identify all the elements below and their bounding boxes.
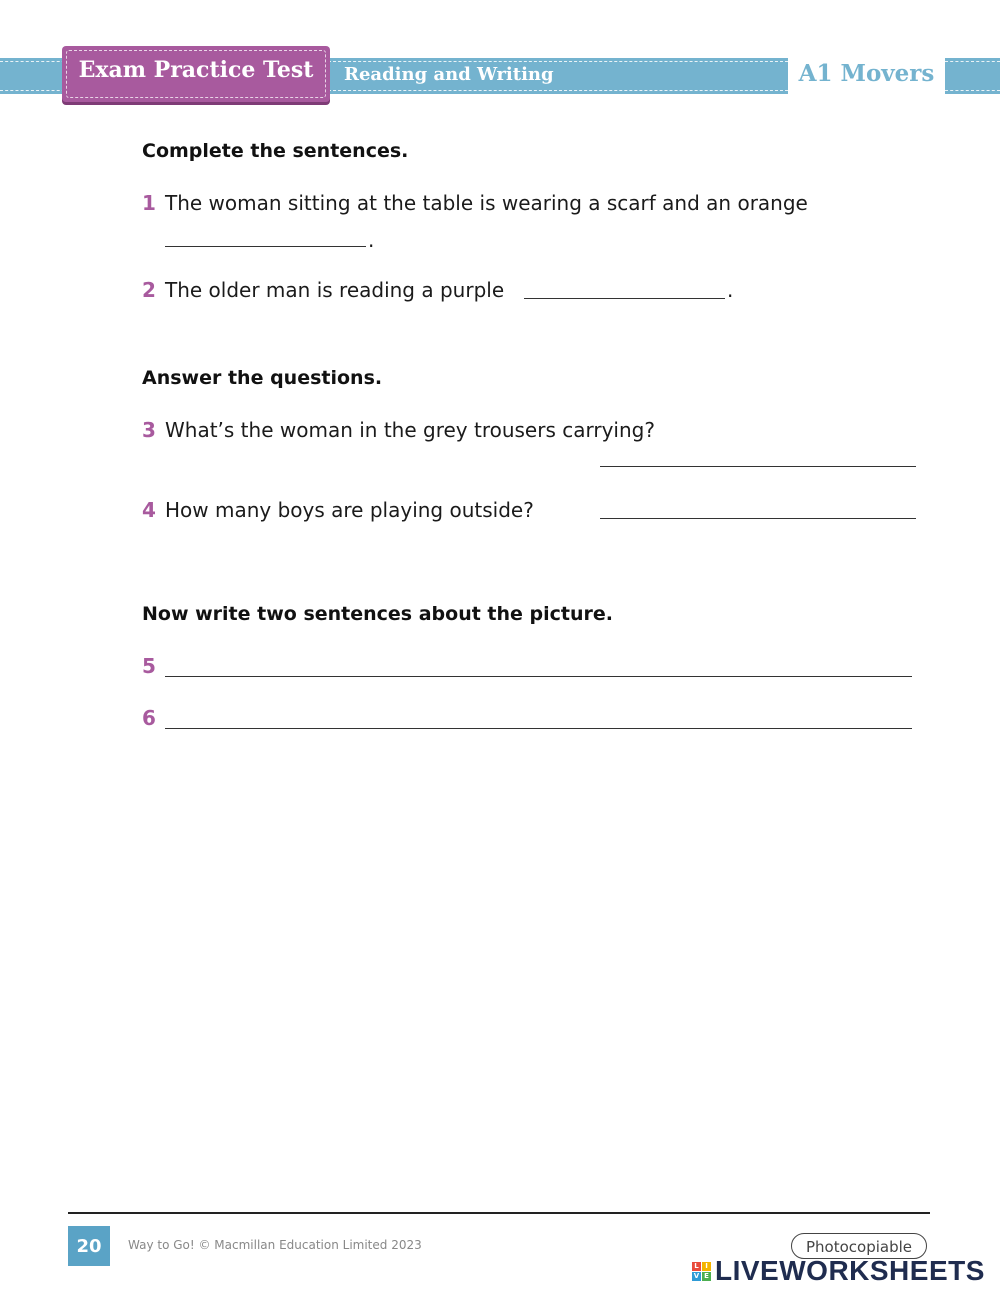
answer-blank-3[interactable] [600,466,916,467]
liveworksheets-logo [692,1255,985,1287]
question-text-4: How many boys are playing outside? [165,498,534,522]
level-label: A1 Movers [798,60,935,87]
exam-tab [62,46,330,102]
section-label: Reading and Writing [344,64,554,85]
liveworksheets-blocks-icon [692,1262,711,1281]
question-text-3: What’s the woman in the grey trousers carrying? [165,418,655,442]
question-text-2: The older man is reading a purple [165,278,505,302]
photocopiable-badge: Photocopiable [791,1233,927,1259]
answer-blank-4[interactable] [600,518,916,519]
sentence-end-1: . [368,228,375,252]
header-band-right [945,58,1000,94]
header-band-left [0,58,70,94]
question-number-2: 2 [142,278,156,302]
question-text-1: The woman sitting at the table is wearing a scarf and an orange [165,191,808,215]
footer-rule [68,1212,930,1214]
answer-line-5[interactable] [165,676,912,677]
answer-blank-1[interactable] [165,246,366,247]
instruction-write-sentences: Now write two sentences about the picture. [142,603,614,625]
instruction-complete-sentences: Complete the sentences. [142,140,409,162]
logo-block-i: I [702,1262,711,1271]
exam-tab-title: Exam Practice Test [78,57,314,83]
sentence-end-2: . [727,278,734,302]
answer-line-6[interactable] [165,728,912,729]
copyright-text: Way to Go! © Macmillan Education Limited 2023 [128,1238,422,1252]
logo-block-l: L [692,1262,701,1271]
question-number-1: 1 [142,191,156,215]
liveworksheets-brand: LIVEWORKSHEETS [715,1255,985,1286]
question-number-6: 6 [142,706,156,730]
question-number-5: 5 [142,654,156,678]
question-number-4: 4 [142,498,156,522]
answer-blank-2[interactable] [524,298,725,299]
logo-block-e: E [702,1272,711,1281]
instruction-answer-questions: Answer the questions. [142,367,383,389]
question-number-3: 3 [142,418,156,442]
logo-block-v: V [693,1271,700,1280]
page-number: 20 [68,1226,110,1266]
